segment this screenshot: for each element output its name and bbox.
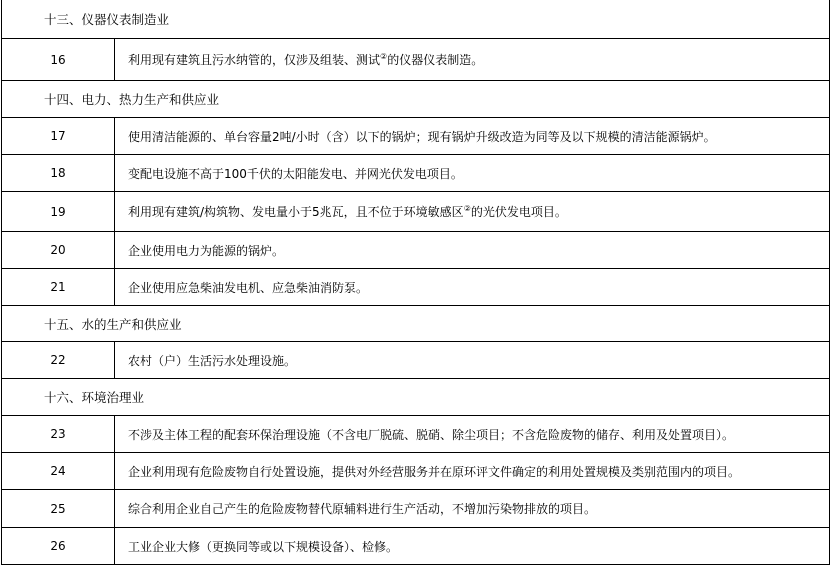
row-number: 17 bbox=[2, 118, 115, 154]
table-row-17 bbox=[2, 118, 829, 155]
row-text: 不涉及主体工程的配套环保治理设施（不含电厂脱硫、脱硝、除尘项目；不含危险废物的储存、利用及处置项目）。 bbox=[128, 427, 735, 442]
section-header-14 bbox=[2, 81, 829, 118]
section-title: 十六、环境治理业 bbox=[44, 390, 145, 405]
row-text: 农村（户）生活污水处理设施。 bbox=[128, 353, 297, 368]
table-row-20 bbox=[2, 232, 829, 269]
table-row-21 bbox=[2, 269, 829, 306]
table-row-16 bbox=[2, 39, 829, 81]
row-number: 25 bbox=[2, 490, 115, 527]
row-text: 企业使用电力为能源的锅炉。 bbox=[128, 243, 285, 258]
table-row-25 bbox=[2, 490, 829, 528]
row-number: 16 bbox=[2, 39, 115, 80]
row-text: 企业使用应急柴油发电机、应急柴油消防泵。 bbox=[128, 280, 369, 295]
row-number: 19 bbox=[2, 192, 115, 231]
row-number: 21 bbox=[2, 269, 115, 305]
row-number: 26 bbox=[2, 528, 115, 564]
row-number: 20 bbox=[2, 232, 115, 268]
row-text: 企业利用现有危险废物自行处置设施，提供对外经营服务并在原环评文件确定的利用处置规模及类别范围内的项目。 bbox=[128, 464, 741, 479]
table-row-24 bbox=[2, 453, 829, 490]
row-text: 工业企业大修（更换同等或以下规模设备）、检修。 bbox=[128, 539, 399, 554]
row-text: 使用清洁能源的、单台容量2吨/小时（含）以下的锅炉；现有锅炉升级改造为同等及以下规模的清洁能源锅炉。 bbox=[128, 129, 716, 144]
row-text: 变配电设施不高于100千伏的太阳能发电、并网光伏发电项目。 bbox=[128, 166, 463, 181]
section-title: 十五、水的生产和供应业 bbox=[44, 316, 182, 332]
row-text: 利用现有建筑/构筑物、发电量小于5兆瓦，且不位于环境敏感区②的光伏发电项目。 bbox=[128, 204, 567, 219]
row-number: 24 bbox=[2, 453, 115, 489]
section-title: 十三、仪器仪表制造业 bbox=[44, 12, 170, 27]
section-header-15 bbox=[2, 306, 829, 342]
regulation-table bbox=[1, 0, 830, 565]
table-row-19 bbox=[2, 192, 829, 232]
table-row-18 bbox=[2, 155, 829, 192]
table-row-22 bbox=[2, 342, 829, 379]
row-text: 利用现有建筑且污水纳管的，仅涉及组装、测试②的仪器仪表制造。 bbox=[128, 52, 484, 67]
row-number: 23 bbox=[2, 416, 115, 452]
row-text: 综合利用企业自己产生的危险废物替代原辅料进行生产活动，不增加污染物排放的项目。 bbox=[128, 502, 597, 516]
section-header-16 bbox=[2, 379, 829, 416]
section-header-13 bbox=[2, 0, 829, 39]
section-title: 十四、电力、热力生产和供应业 bbox=[44, 92, 220, 107]
row-number: 22 bbox=[2, 342, 115, 378]
row-number: 18 bbox=[2, 155, 115, 191]
footnote-marker: ② bbox=[463, 204, 471, 213]
footnote-marker: ② bbox=[380, 52, 388, 61]
table-row-26 bbox=[2, 528, 829, 565]
table-row-23 bbox=[2, 416, 829, 453]
